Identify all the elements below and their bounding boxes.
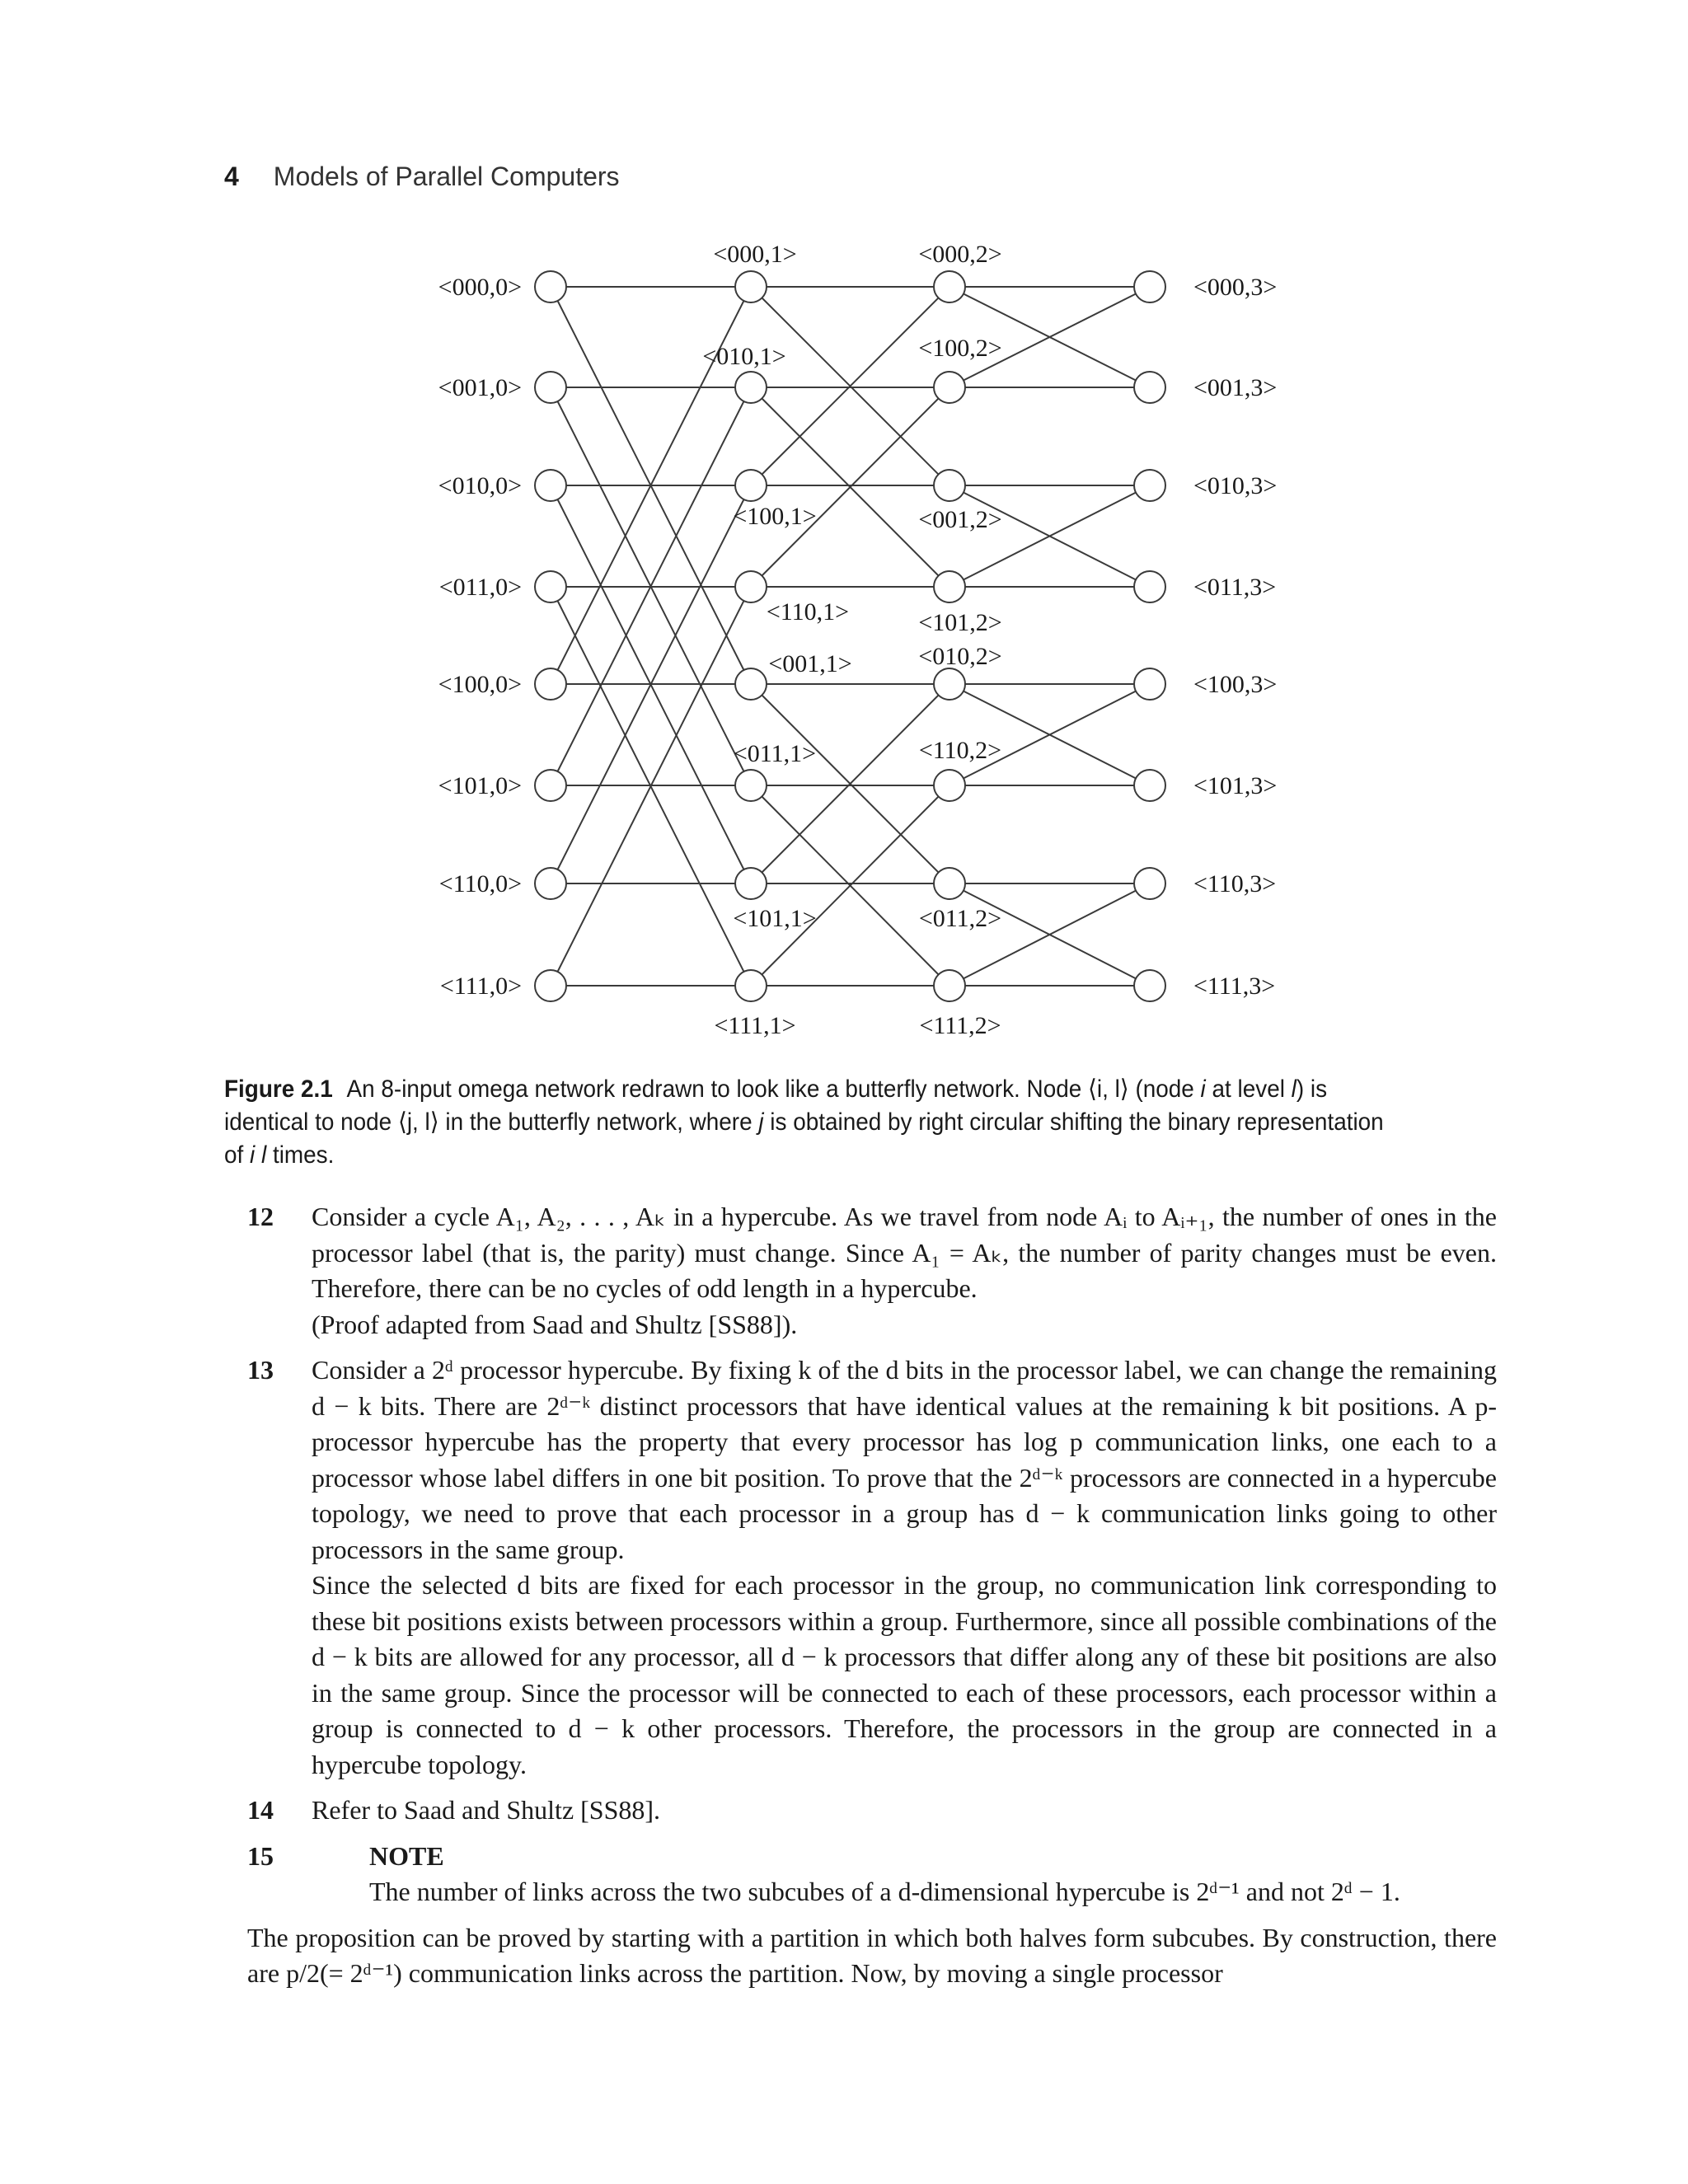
answer-13 [247,1352,1497,1783]
running-title: Models of Parallel Computers [273,162,620,191]
node-label: <111,0> [439,972,522,1000]
network-node [535,271,566,302]
network-node [735,970,767,1001]
answer-text: The number of links across the two subcubes of a d-dimensional hypercube is 2ᵈ⁻¹ and not 2ᵈ − 1. [369,1877,1400,1906]
network-node [535,372,566,403]
network-node [934,970,965,1001]
answers-body [247,1199,1497,1992]
node-label: <110,3> [1193,870,1277,898]
network-node [934,770,965,801]
node-label: <010,1> [702,343,786,370]
network-node [735,868,767,899]
node-label: <110,0> [438,870,522,898]
node-label: <101,2> [918,609,1002,636]
node-label: <000,3> [1193,274,1278,301]
node-label: <111,1> [714,1012,796,1039]
answer-text: Refer to Saad and Shultz [SS88]. [312,1795,661,1825]
network-node [735,271,767,302]
answer-15 [247,1839,1497,1910]
note-heading: NOTE [369,1840,444,1871]
page-header [224,162,620,192]
omega-network-figure [0,223,1688,1063]
network-node [934,571,965,602]
node-label: <101,1> [733,905,817,932]
network-node [934,668,965,700]
node-label: <100,3> [1193,671,1278,698]
node-label: <100,2> [918,335,1002,362]
network-node [535,470,566,501]
network-node [934,868,965,899]
network-node [535,571,566,602]
node-label: <100,1> [733,503,817,530]
network-node [735,470,767,501]
network-edges [551,287,1150,986]
answer-12 [247,1199,1497,1343]
answer-number: 15 [247,1840,274,1871]
answer-number: 13 [247,1355,274,1385]
node-label: <001,2> [918,506,1002,533]
network-node [535,868,566,899]
node-label: <010,0> [438,472,522,499]
answer-number: 12 [247,1202,274,1231]
network-node [735,571,767,602]
network-node [1134,970,1165,1001]
node-label: <010,2> [918,643,1002,670]
node-label: <110,2> [918,737,1002,764]
node-label: <011,0> [438,574,522,601]
node-label: <111,2> [919,1012,1001,1039]
network-node [1134,668,1165,700]
node-label: <010,3> [1193,472,1278,499]
figure-label: Figure 2.1 [224,1076,333,1103]
network-node [1134,271,1165,302]
answer-14 [247,1793,1497,1829]
node-label: <101,3> [1193,772,1278,799]
node-label: <111,3> [1193,972,1276,1000]
node-label: <011,2> [918,905,1002,932]
network-node [535,770,566,801]
node-label: <001,1> [768,650,852,677]
node-label: <101,0> [438,772,522,799]
network-node [735,668,767,700]
node-label: <110,1> [766,598,850,626]
network-node [1134,470,1165,501]
network-node [934,372,965,403]
node-label: <000,2> [918,241,1002,268]
node-label: <001,0> [438,374,522,401]
network-node [535,970,566,1001]
network-node [535,668,566,700]
node-label: <001,3> [1193,374,1278,401]
page-number: 4 [224,162,239,191]
node-label: <000,0> [438,274,522,301]
network-node [735,770,767,801]
node-label: <100,0> [438,671,522,698]
network-node [1134,372,1165,403]
figure-caption: Figure 2.1 An 8-input omega network redrawn to look like a butterfly network. Node ⟨i, l⟩ (node i at level l) is identical to node ⟨j, l⟩ in the butterfly network, where j is obtained by right circular shifting the binary representation of i l times. [224,1076,1384,1169]
network-node [934,470,965,501]
network-nodes [535,271,1165,1001]
node-label: <011,1> [733,740,817,767]
answer-number: 14 [247,1795,274,1825]
network-labels [438,241,1278,1039]
network-node [735,372,767,403]
node-label: <011,3> [1193,574,1277,601]
answer-text-continued: The proposition can be proved by starting with a partition in which both halves form subcubes. By construction, there are p/2(= 2ᵈ⁻¹) communication links across the partition. Now, by moving a single processor [247,1922,1497,1988]
network-node [1134,868,1165,899]
network-node [1134,770,1165,801]
answer-text: Since the selected d bits are fixed for each processor in the group, no communication link corresponding to these bit positions exists between processors within a group. Furthermore, since all possible combinations of the d − k bits are allowed for any processor, all d − k processors that differ along any of these bit positions are also in the same group. Since the processor will be connected to each of these processors, each processor within a group is connected to d − k other processors. Therefore, the processors in the group are connected in a hypercube topology. [312,1570,1497,1779]
answer-text: (Proof adapted from Saad and Shultz [SS88]). [312,1309,798,1339]
network-node [1134,571,1165,602]
node-label: <000,1> [713,241,797,268]
answer-text: Consider a cycle A₁, A₂, . . . , Aₖ in a hypercube. As we travel from node Aᵢ to Aᵢ₊₁, the number of ones in the processor label (that is, the parity) must change. Since A₁ = Aₖ, the number of parity changes must be even. Therefore, there can be no cycles of odd length in a hypercube. [312,1202,1497,1303]
answer-text: Consider a 2ᵈ processor hypercube. By fixing k of the d bits in the processor label, we can change the remaining d − k bits. There are 2ᵈ⁻ᵏ distinct processors that have identical values at the remaining k bit positions. A p-processor hypercube has the property that every processor has log p communication links, one each to a processor whose label differs in one bit position. To prove that the 2ᵈ⁻ᵏ processors are connected in a hypercube topology, we need to prove that each processor in a group has d − k communication links going to other processors in the same group. [312,1355,1497,1564]
network-node [934,271,965,302]
